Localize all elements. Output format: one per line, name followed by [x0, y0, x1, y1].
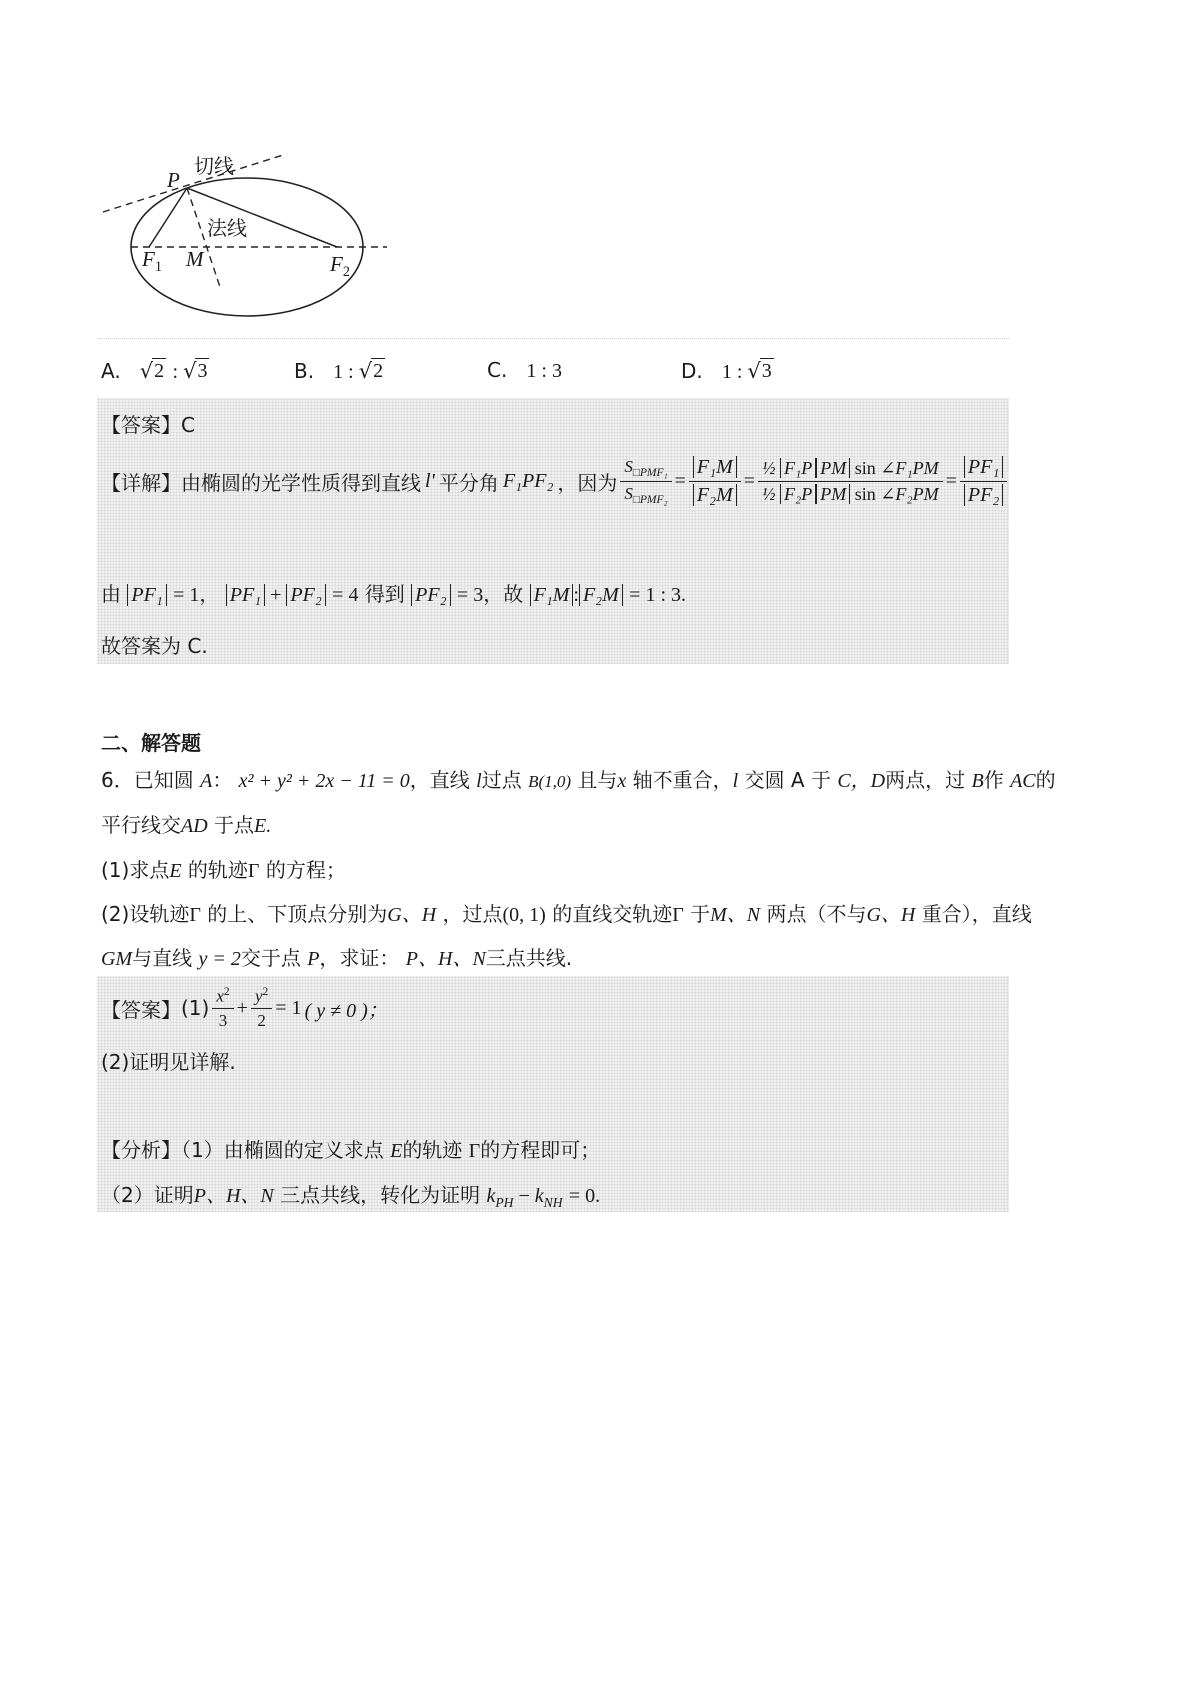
option-a[interactable]: A. √ 2 : √ 3: [101, 359, 208, 383]
label-F2: $F_2$: [330, 252, 350, 280]
segment-ratio: $\frac{\text{F₁M}}{\text{F₂M}}$: [689, 456, 741, 507]
q6-part-2-line-2: GM与直线 y = 2交于点 P，求证： P、H、N三点共线.: [101, 946, 573, 970]
sine-ratio: $\frac{\text{½ F₁P PM sin ∠F₁PM}}{\text{½ F₂P PM sin ∠F₂PM}}$: [758, 458, 943, 505]
q6-analysis-line-2: （2）证明P、H、N 三点共线，转化为证明 $k_{PH} - k_{NH} = 0$.: [101, 1183, 601, 1210]
option-c[interactable]: C. 1 : 3: [487, 358, 562, 382]
label-P: P: [167, 168, 180, 192]
q6-answer-line-1: 【答案】 (1) $\frac{x^2}{3}$ + $\frac{y^2}{2}$ = 1 ( y ≠ 0 )；: [101, 985, 388, 1031]
q6-stem-line-1: 6．已知圆 A： x² + y² + 2x − 11 = 0，直线 l过点 B(1,0) 且与x 轴不重合，l 交圆 A 于 C，D两点，过 B作 AC的: [101, 768, 1056, 792]
q5-conclusion: 故答案为 C.: [101, 634, 208, 658]
section-title: 二、解答题: [101, 731, 201, 755]
label-normal: 法线: [207, 216, 247, 240]
q6-stem-line-2: 平行线交AD 于点E.: [101, 813, 272, 837]
q5-answer-block: [97, 398, 1009, 664]
focal-ratio: $\frac{\text{PF₁}}{\text{PF₂}}$: [960, 456, 1007, 507]
tangent-line: [103, 155, 283, 212]
area-ratio: $\frac{S_{□PMF_1}}{S_{□PMF_2}}$: [620, 457, 671, 506]
label-F1: $F_1$: [142, 247, 162, 275]
q5-answer-line: 【答案】C: [101, 413, 195, 437]
label-tangent: 切线: [194, 154, 234, 178]
q5-detail-line: 【详解】 由椭圆的光学性质得到直线 l' 平分角 F₁PF₂ ，因为 $\frac{S_{□PMF_1}}{S_{□PMF_2}}$ = $\frac{\text{F₁M}}{\text{F₂M}}$ = $\frac{\text{½ F₁P PM sin ∠F₁PM}}{\text{½ F₂P PM sin ∠F₂PM}}$ = $\frac{\text{PF₁}}{\text{PF₂}}$: [101, 456, 1010, 507]
q6-part-1: (1)求点E 的轨迹Γ 的方程；: [101, 858, 346, 882]
q6-analysis-line-1: 【分析】（1）由椭圆的定义求点 E的轨迹 Γ的方程即可；: [101, 1138, 601, 1162]
label-M: M: [186, 247, 204, 271]
option-b[interactable]: B. 1 : √ 2: [294, 359, 384, 383]
q6-part-2-line-1: (2)设轨迹Γ 的上、下顶点分别为G、H ，过点(0, 1) 的直线交轨迹Γ 于M、N 两点（不与G、H 重合），直线: [101, 902, 1032, 926]
q6-answer-line-2: (2)证明见详解.: [101, 1050, 236, 1074]
q5-solution-line: 由 PF₁ = 1， PF₁ + PF₂ = 4 得到 PF₂ = 3，故 F₁M : F₂M = 1 : 3.: [101, 582, 687, 606]
option-d[interactable]: D. 1 : √ 3: [681, 359, 772, 383]
dotted-separator: [97, 338, 1009, 339]
